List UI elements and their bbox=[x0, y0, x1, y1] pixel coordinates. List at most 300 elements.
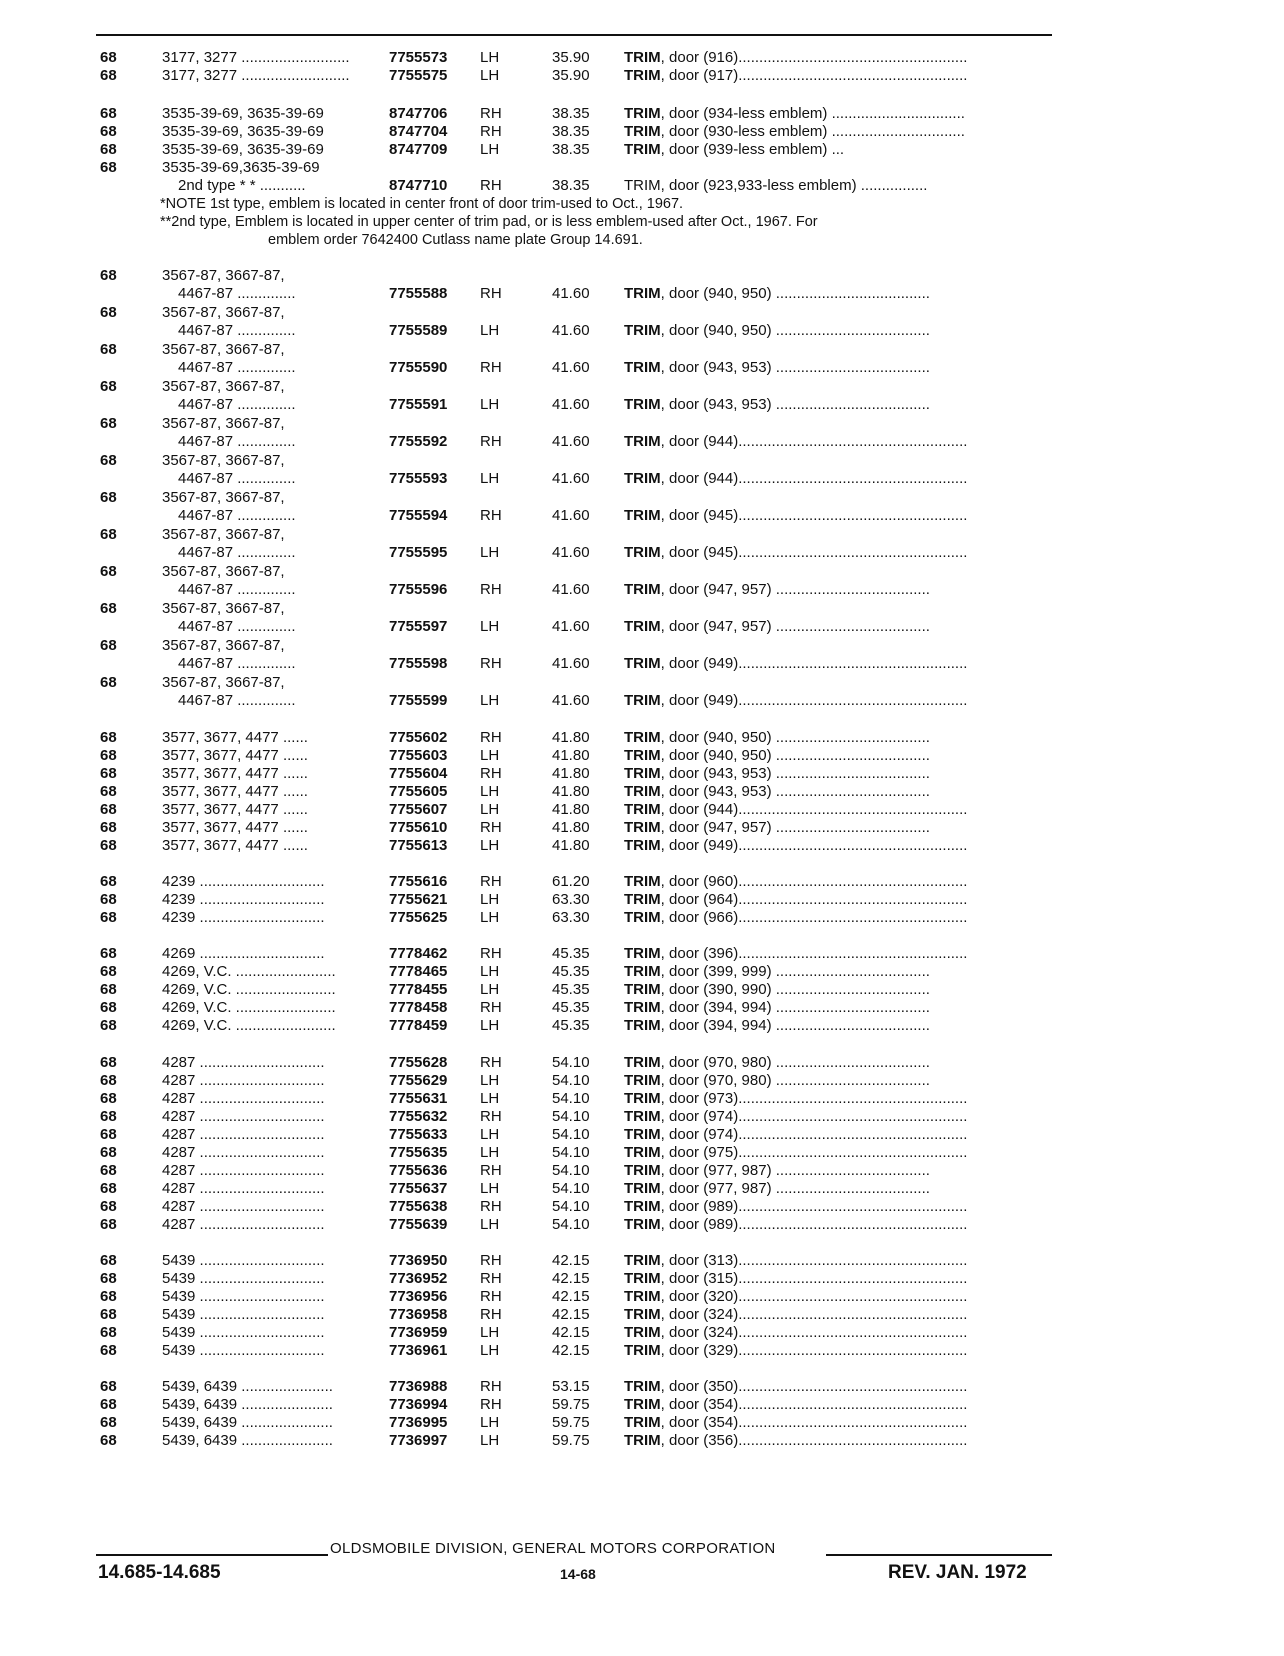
price-cell: 54.10 bbox=[552, 1072, 590, 1089]
description-bold: TRIM bbox=[624, 765, 661, 782]
model-cell: 4467-87 .............. bbox=[178, 544, 296, 561]
part-number-cell: 7778459 bbox=[389, 1017, 448, 1034]
description-text: , door (947, 957) ..................................... bbox=[660, 618, 930, 635]
description-bold: TRIM bbox=[624, 1396, 661, 1413]
list-item bbox=[0, 1180, 1284, 1198]
description-bold: TRIM bbox=[624, 909, 661, 926]
description-cell bbox=[624, 837, 1054, 855]
year-cell: 68 bbox=[100, 159, 117, 176]
description-text: , door (356)....................................................... bbox=[660, 1432, 968, 1449]
description-cell bbox=[624, 1432, 1054, 1450]
year-cell: 68 bbox=[100, 563, 117, 580]
description-text: , door (934-less emblem) ................................ bbox=[660, 105, 965, 122]
year-cell: 68 bbox=[100, 729, 117, 746]
description-text: , door (940, 950) ..................................... bbox=[660, 747, 930, 764]
description-text: , door (974)....................................................... bbox=[660, 1126, 968, 1143]
list-item bbox=[0, 415, 1284, 433]
model-cell: 4467-87 .............. bbox=[178, 433, 296, 450]
side-cell: LH bbox=[480, 67, 500, 84]
description-cell bbox=[624, 1324, 1054, 1342]
model-cell: 3177, 3277 .......................... bbox=[162, 49, 350, 66]
description-text: , door (974)....................................................... bbox=[660, 1108, 968, 1125]
list-item bbox=[0, 1126, 1284, 1144]
part-number-cell: 7755636 bbox=[389, 1162, 448, 1179]
year-cell: 68 bbox=[100, 637, 117, 654]
description-bold: TRIM bbox=[624, 1072, 661, 1089]
description-bold: TRIM bbox=[624, 1144, 661, 1161]
description-text: , door (966)....................................................... bbox=[660, 909, 968, 926]
list-item bbox=[0, 285, 1284, 303]
description-cell bbox=[624, 1162, 1054, 1180]
list-item bbox=[0, 359, 1284, 377]
year-cell: 68 bbox=[100, 981, 117, 998]
price-cell: 54.10 bbox=[552, 1180, 590, 1197]
part-number-cell: 7755633 bbox=[389, 1126, 448, 1143]
part-number-cell: 7755593 bbox=[389, 470, 448, 487]
model-cell: 3567-87, 3667-87, bbox=[162, 267, 285, 284]
list-item bbox=[0, 322, 1284, 340]
description-text: , door (943, 953) ..................................... bbox=[660, 359, 930, 376]
description-bold: TRIM bbox=[624, 963, 661, 980]
part-number-cell: 8747710 bbox=[389, 177, 448, 194]
part-number-cell: 7755598 bbox=[389, 655, 448, 672]
model-cell: 4269 .............................. bbox=[162, 945, 325, 962]
model-cell: 3535-39-69, 3635-39-69 bbox=[162, 123, 324, 140]
side-cell: RH bbox=[480, 1288, 502, 1305]
model-cell: 4287 .............................. bbox=[162, 1126, 325, 1143]
description-cell bbox=[624, 909, 1054, 927]
note-second-type: **2nd type, Emblem is located in upper center of trim pad, or is less emblem-used after Oct., 1967. For bbox=[160, 214, 818, 230]
description-text: , door (943, 953) ..................................... bbox=[660, 396, 930, 413]
list-item bbox=[0, 765, 1284, 783]
year-cell: 68 bbox=[100, 837, 117, 854]
model-cell: 4467-87 .............. bbox=[178, 618, 296, 635]
price-cell: 53.15 bbox=[552, 1378, 590, 1395]
year-cell: 68 bbox=[100, 963, 117, 980]
year-cell: 68 bbox=[100, 489, 117, 506]
list-item bbox=[0, 1324, 1284, 1342]
part-number-cell: 7755631 bbox=[389, 1090, 448, 1107]
year-cell: 68 bbox=[100, 123, 117, 140]
list-item bbox=[0, 999, 1284, 1017]
description-bold: TRIM bbox=[624, 1306, 661, 1323]
model-cell: 4239 .............................. bbox=[162, 909, 325, 926]
list-item bbox=[0, 1054, 1284, 1072]
description-cell bbox=[624, 655, 1054, 673]
part-number-cell: 7755591 bbox=[389, 396, 448, 413]
side-cell: LH bbox=[480, 396, 500, 413]
side-cell: LH bbox=[480, 1216, 500, 1233]
year-cell: 68 bbox=[100, 1054, 117, 1071]
part-number-cell: 7755604 bbox=[389, 765, 448, 782]
model-cell: 4467-87 .............. bbox=[178, 285, 296, 302]
description-text: , door (989)....................................................... bbox=[660, 1216, 968, 1233]
side-cell: RH bbox=[480, 285, 502, 302]
description-cell bbox=[624, 873, 1054, 891]
list-item bbox=[0, 981, 1284, 999]
description-cell bbox=[624, 1144, 1054, 1162]
year-cell: 68 bbox=[100, 765, 117, 782]
part-number-cell: 7736997 bbox=[389, 1432, 448, 1449]
description-cell bbox=[624, 322, 1054, 340]
side-cell: RH bbox=[480, 1108, 502, 1125]
description-bold: TRIM bbox=[624, 873, 661, 890]
description-text: , door (324)....................................................... bbox=[660, 1324, 968, 1341]
side-cell: RH bbox=[480, 581, 502, 598]
side-cell: LH bbox=[480, 1017, 500, 1034]
description-bold: TRIM bbox=[624, 1432, 661, 1449]
model-cell: 5439 .............................. bbox=[162, 1324, 325, 1341]
list-item bbox=[0, 819, 1284, 837]
price-cell: 54.10 bbox=[552, 1054, 590, 1071]
list-item bbox=[0, 1414, 1284, 1432]
description-cell bbox=[624, 819, 1054, 837]
part-number-cell: 7755635 bbox=[389, 1144, 448, 1161]
list-item bbox=[0, 1017, 1284, 1035]
list-item bbox=[0, 1108, 1284, 1126]
description-cell bbox=[624, 891, 1054, 909]
description-text: , door (354)....................................................... bbox=[660, 1396, 968, 1413]
year-cell: 68 bbox=[100, 105, 117, 122]
description-cell bbox=[624, 396, 1054, 414]
price-cell: 41.60 bbox=[552, 396, 590, 413]
description-bold: TRIM bbox=[624, 1126, 661, 1143]
description-cell bbox=[624, 963, 1054, 981]
price-cell: 42.15 bbox=[552, 1324, 590, 1341]
model-cell: 3535-39-69, 3635-39-69 bbox=[162, 105, 324, 122]
description-bold: TRIM bbox=[624, 123, 661, 140]
side-cell: LH bbox=[480, 981, 500, 998]
year-cell: 68 bbox=[100, 674, 117, 691]
description-bold: TRIM bbox=[624, 285, 661, 302]
year-cell: 68 bbox=[100, 1216, 117, 1233]
side-cell: RH bbox=[480, 507, 502, 524]
list-item bbox=[0, 1342, 1284, 1360]
year-cell: 68 bbox=[100, 1252, 117, 1269]
list-item bbox=[0, 452, 1284, 470]
price-cell: 41.60 bbox=[552, 507, 590, 524]
price-cell: 41.60 bbox=[552, 581, 590, 598]
list-item bbox=[0, 1270, 1284, 1288]
description-text: , door (975)....................................................... bbox=[660, 1144, 968, 1161]
list-item bbox=[0, 526, 1284, 544]
model-cell: 3567-87, 3667-87, bbox=[162, 378, 285, 395]
year-cell: 68 bbox=[100, 1432, 117, 1449]
price-cell: 41.60 bbox=[552, 359, 590, 376]
part-number-cell: 7736950 bbox=[389, 1252, 448, 1269]
list-item bbox=[0, 1288, 1284, 1306]
year-cell: 68 bbox=[100, 304, 117, 321]
description-bold: TRIM bbox=[624, 322, 661, 339]
price-cell: 38.35 bbox=[552, 105, 590, 122]
description-bold: TRIM bbox=[624, 1342, 661, 1359]
model-cell: 4269, V.C. ........................ bbox=[162, 981, 336, 998]
description-cell bbox=[624, 433, 1054, 451]
list-item bbox=[0, 1090, 1284, 1108]
description-text: , door (949)....................................................... bbox=[660, 655, 968, 672]
description-text: , door (396)....................................................... bbox=[660, 945, 968, 962]
part-number-cell: 7755589 bbox=[389, 322, 448, 339]
model-cell: 3567-87, 3667-87, bbox=[162, 563, 285, 580]
model-cell: 4467-87 .............. bbox=[178, 470, 296, 487]
list-item bbox=[0, 1378, 1284, 1396]
side-cell: LH bbox=[480, 1414, 500, 1431]
part-number-cell: 7736958 bbox=[389, 1306, 448, 1323]
price-cell: 54.10 bbox=[552, 1198, 590, 1215]
list-item bbox=[0, 544, 1284, 562]
year-cell: 68 bbox=[100, 526, 117, 543]
description-cell bbox=[624, 765, 1054, 783]
side-cell: RH bbox=[480, 1198, 502, 1215]
description-bold: TRIM bbox=[624, 692, 661, 709]
list-item bbox=[0, 433, 1284, 451]
footer-page-number: 14-68 bbox=[560, 1566, 596, 1582]
side-cell: LH bbox=[480, 783, 500, 800]
description-cell bbox=[624, 1017, 1054, 1035]
model-cell: 4467-87 .............. bbox=[178, 581, 296, 598]
year-cell: 68 bbox=[100, 1180, 117, 1197]
part-number-cell: 7778455 bbox=[389, 981, 448, 998]
description-text: , door (930-less emblem) ................................ bbox=[660, 123, 965, 140]
description-text: , door (940, 950) ..................................... bbox=[660, 285, 930, 302]
description-text: , door (970, 980) ..................................... bbox=[660, 1072, 930, 1089]
price-cell: 45.35 bbox=[552, 945, 590, 962]
description-bold: TRIM bbox=[624, 396, 661, 413]
side-cell: RH bbox=[480, 1306, 502, 1323]
list-item bbox=[0, 49, 1284, 67]
part-number-cell: 7755639 bbox=[389, 1216, 448, 1233]
year-cell: 68 bbox=[100, 141, 117, 158]
side-cell: LH bbox=[480, 544, 500, 561]
part-number-cell: 7736961 bbox=[389, 1342, 448, 1359]
list-item bbox=[0, 489, 1284, 507]
description-text: , door (973)....................................................... bbox=[660, 1090, 968, 1107]
price-cell: 54.10 bbox=[552, 1216, 590, 1233]
description-bold: TRIM bbox=[624, 141, 661, 158]
description-text: , door (313)....................................................... bbox=[660, 1252, 968, 1269]
description-cell bbox=[624, 285, 1054, 303]
price-cell: 54.10 bbox=[552, 1126, 590, 1143]
price-cell: 45.35 bbox=[552, 1017, 590, 1034]
footer-rule-left bbox=[96, 1554, 328, 1556]
description-text: , door (329)....................................................... bbox=[660, 1342, 968, 1359]
description-cell bbox=[624, 470, 1054, 488]
price-cell: 41.80 bbox=[552, 837, 590, 854]
side-cell: RH bbox=[480, 433, 502, 450]
model-cell: 3577, 3677, 4477 ...... bbox=[162, 801, 308, 818]
part-number-cell: 7736988 bbox=[389, 1378, 448, 1395]
description-bold: TRIM bbox=[624, 1090, 661, 1107]
description-cell bbox=[624, 1288, 1054, 1306]
price-cell: 35.90 bbox=[552, 49, 590, 66]
model-cell: 3567-87, 3667-87, bbox=[162, 489, 285, 506]
year-cell: 68 bbox=[100, 1378, 117, 1395]
description-bold: TRIM bbox=[624, 1180, 661, 1197]
list-item bbox=[0, 507, 1284, 525]
description-bold: TRIM bbox=[624, 945, 661, 962]
part-number-cell: 7755575 bbox=[389, 67, 448, 84]
part-number-cell: 7755607 bbox=[389, 801, 448, 818]
list-item bbox=[0, 873, 1284, 891]
part-number-cell: 8747704 bbox=[389, 123, 448, 140]
description-bold: TRIM bbox=[624, 999, 661, 1016]
description-text: , door (394, 994) ..................................... bbox=[660, 999, 930, 1016]
list-item bbox=[0, 123, 1284, 141]
description-cell bbox=[624, 783, 1054, 801]
part-number-cell: 7755610 bbox=[389, 819, 448, 836]
part-number-cell: 7778458 bbox=[389, 999, 448, 1016]
price-cell: 54.10 bbox=[552, 1162, 590, 1179]
description-text: , door (350)....................................................... bbox=[660, 1378, 968, 1395]
list-item bbox=[0, 563, 1284, 581]
price-cell: 41.80 bbox=[552, 819, 590, 836]
part-number-cell: 7755621 bbox=[389, 891, 448, 908]
description-cell bbox=[624, 1270, 1054, 1288]
year-cell: 68 bbox=[100, 1017, 117, 1034]
description-text: , door (964)....................................................... bbox=[660, 891, 968, 908]
description-bold: TRIM bbox=[624, 67, 661, 84]
model-cell: 5439 .............................. bbox=[162, 1252, 325, 1269]
description-bold: TRIM bbox=[624, 544, 661, 561]
model-cell: 3567-87, 3667-87, bbox=[162, 415, 285, 432]
year-cell: 68 bbox=[100, 1306, 117, 1323]
model-cell: 4287 .............................. bbox=[162, 1162, 325, 1179]
description-text: , door (949)....................................................... bbox=[660, 837, 968, 854]
model-cell: 3177, 3277 .......................... bbox=[162, 67, 350, 84]
year-cell: 68 bbox=[100, 1090, 117, 1107]
footer-rule-right bbox=[826, 1554, 1052, 1556]
side-cell: RH bbox=[480, 105, 502, 122]
part-number-cell: 7736995 bbox=[389, 1414, 448, 1431]
list-item bbox=[0, 177, 1284, 195]
side-cell: LH bbox=[480, 909, 500, 926]
price-cell: 41.60 bbox=[552, 544, 590, 561]
year-cell: 68 bbox=[100, 452, 117, 469]
description-text: , door (940, 950) ..................................... bbox=[660, 322, 930, 339]
description-text: , door (944)....................................................... bbox=[660, 801, 968, 818]
part-number-cell: 7755573 bbox=[389, 49, 448, 66]
description-text: , door (944)....................................................... bbox=[660, 433, 968, 450]
list-item bbox=[0, 1198, 1284, 1216]
side-cell: RH bbox=[480, 765, 502, 782]
description-bold: TRIM bbox=[624, 801, 661, 818]
part-number-cell: 7778465 bbox=[389, 963, 448, 980]
description-bold: TRIM bbox=[624, 819, 661, 836]
side-cell: RH bbox=[480, 873, 502, 890]
list-item bbox=[0, 267, 1284, 285]
list-item bbox=[0, 1396, 1284, 1414]
part-number-cell: 7755588 bbox=[389, 285, 448, 302]
description-bold: TRIM bbox=[624, 1162, 661, 1179]
year-cell: 68 bbox=[100, 267, 117, 284]
year-cell: 68 bbox=[100, 1270, 117, 1287]
description-bold: TRIM bbox=[624, 655, 661, 672]
price-cell: 41.80 bbox=[552, 729, 590, 746]
part-number-cell: 7755638 bbox=[389, 1198, 448, 1215]
model-cell: 4239 .............................. bbox=[162, 891, 325, 908]
model-cell: 4287 .............................. bbox=[162, 1198, 325, 1215]
side-cell: LH bbox=[480, 141, 500, 158]
model-cell: 4287 .............................. bbox=[162, 1090, 325, 1107]
year-cell: 68 bbox=[100, 378, 117, 395]
model-cell: 4467-87 .............. bbox=[178, 359, 296, 376]
price-cell: 41.80 bbox=[552, 783, 590, 800]
list-item bbox=[0, 618, 1284, 636]
year-cell: 68 bbox=[100, 1396, 117, 1413]
price-cell: 45.35 bbox=[552, 963, 590, 980]
part-number-cell: 7755602 bbox=[389, 729, 448, 746]
description-text: , door (977, 987) ..................................... bbox=[660, 1162, 930, 1179]
description-text: , door (354)....................................................... bbox=[660, 1414, 968, 1431]
model-cell: 4467-87 .............. bbox=[178, 655, 296, 672]
part-number-cell: 7755594 bbox=[389, 507, 448, 524]
list-item bbox=[0, 105, 1284, 123]
description-text: , door (943, 953) ..................................... bbox=[660, 783, 930, 800]
price-cell: 63.30 bbox=[552, 909, 590, 926]
description-bold: TRIM bbox=[624, 49, 661, 66]
side-cell: LH bbox=[480, 1072, 500, 1089]
part-number-cell: 7736959 bbox=[389, 1324, 448, 1341]
list-item bbox=[0, 655, 1284, 673]
note-emblem-order: emblem order 7642400 Cutlass name plate Group 14.691. bbox=[268, 232, 643, 248]
description-cell bbox=[624, 507, 1054, 525]
description-bold: TRIM bbox=[624, 105, 661, 122]
list-item bbox=[0, 341, 1284, 359]
side-cell: RH bbox=[480, 1270, 502, 1287]
side-cell: RH bbox=[480, 1252, 502, 1269]
footer-division: OLDSMOBILE DIVISION, GENERAL MOTORS CORPORATION bbox=[330, 1540, 776, 1557]
description-cell bbox=[624, 729, 1054, 747]
description-cell bbox=[624, 1108, 1054, 1126]
side-cell: RH bbox=[480, 1162, 502, 1179]
footer-group-number: 14.685-14.685 bbox=[98, 1562, 221, 1583]
description-text: , door (949)....................................................... bbox=[660, 692, 968, 709]
list-item bbox=[0, 692, 1284, 710]
part-number-cell: 7755616 bbox=[389, 873, 448, 890]
price-cell: 41.60 bbox=[552, 692, 590, 709]
description-text: , door (320)....................................................... bbox=[660, 1288, 968, 1305]
price-cell: 42.15 bbox=[552, 1288, 590, 1305]
model-cell: 3577, 3677, 4477 ...... bbox=[162, 783, 308, 800]
year-cell: 68 bbox=[100, 1072, 117, 1089]
side-cell: RH bbox=[480, 655, 502, 672]
list-item bbox=[0, 67, 1284, 85]
model-cell: 3567-87, 3667-87, bbox=[162, 600, 285, 617]
year-cell: 68 bbox=[100, 873, 117, 890]
description-cell bbox=[624, 747, 1054, 765]
description-text: , door (947, 957) ..................................... bbox=[660, 819, 930, 836]
description-cell bbox=[624, 581, 1054, 599]
part-number-cell: 7755637 bbox=[389, 1180, 448, 1197]
description-cell bbox=[624, 999, 1054, 1017]
side-cell: RH bbox=[480, 819, 502, 836]
year-cell: 68 bbox=[100, 1108, 117, 1125]
list-item bbox=[0, 945, 1284, 963]
description-text: , door (944)....................................................... bbox=[660, 470, 968, 487]
side-cell: LH bbox=[480, 1090, 500, 1107]
model-cell: 3577, 3677, 4477 ...... bbox=[162, 837, 308, 854]
part-number-cell: 7755613 bbox=[389, 837, 448, 854]
description-text: , door (394, 994) ..................................... bbox=[660, 1017, 930, 1034]
price-cell: 42.15 bbox=[552, 1270, 590, 1287]
description-bold: TRIM bbox=[624, 747, 661, 764]
side-cell: LH bbox=[480, 470, 500, 487]
side-cell: LH bbox=[480, 692, 500, 709]
description-bold: TRIM bbox=[624, 1054, 661, 1071]
description-cell bbox=[624, 141, 1054, 159]
description-cell bbox=[624, 981, 1054, 999]
model-cell: 4467-87 .............. bbox=[178, 507, 296, 524]
